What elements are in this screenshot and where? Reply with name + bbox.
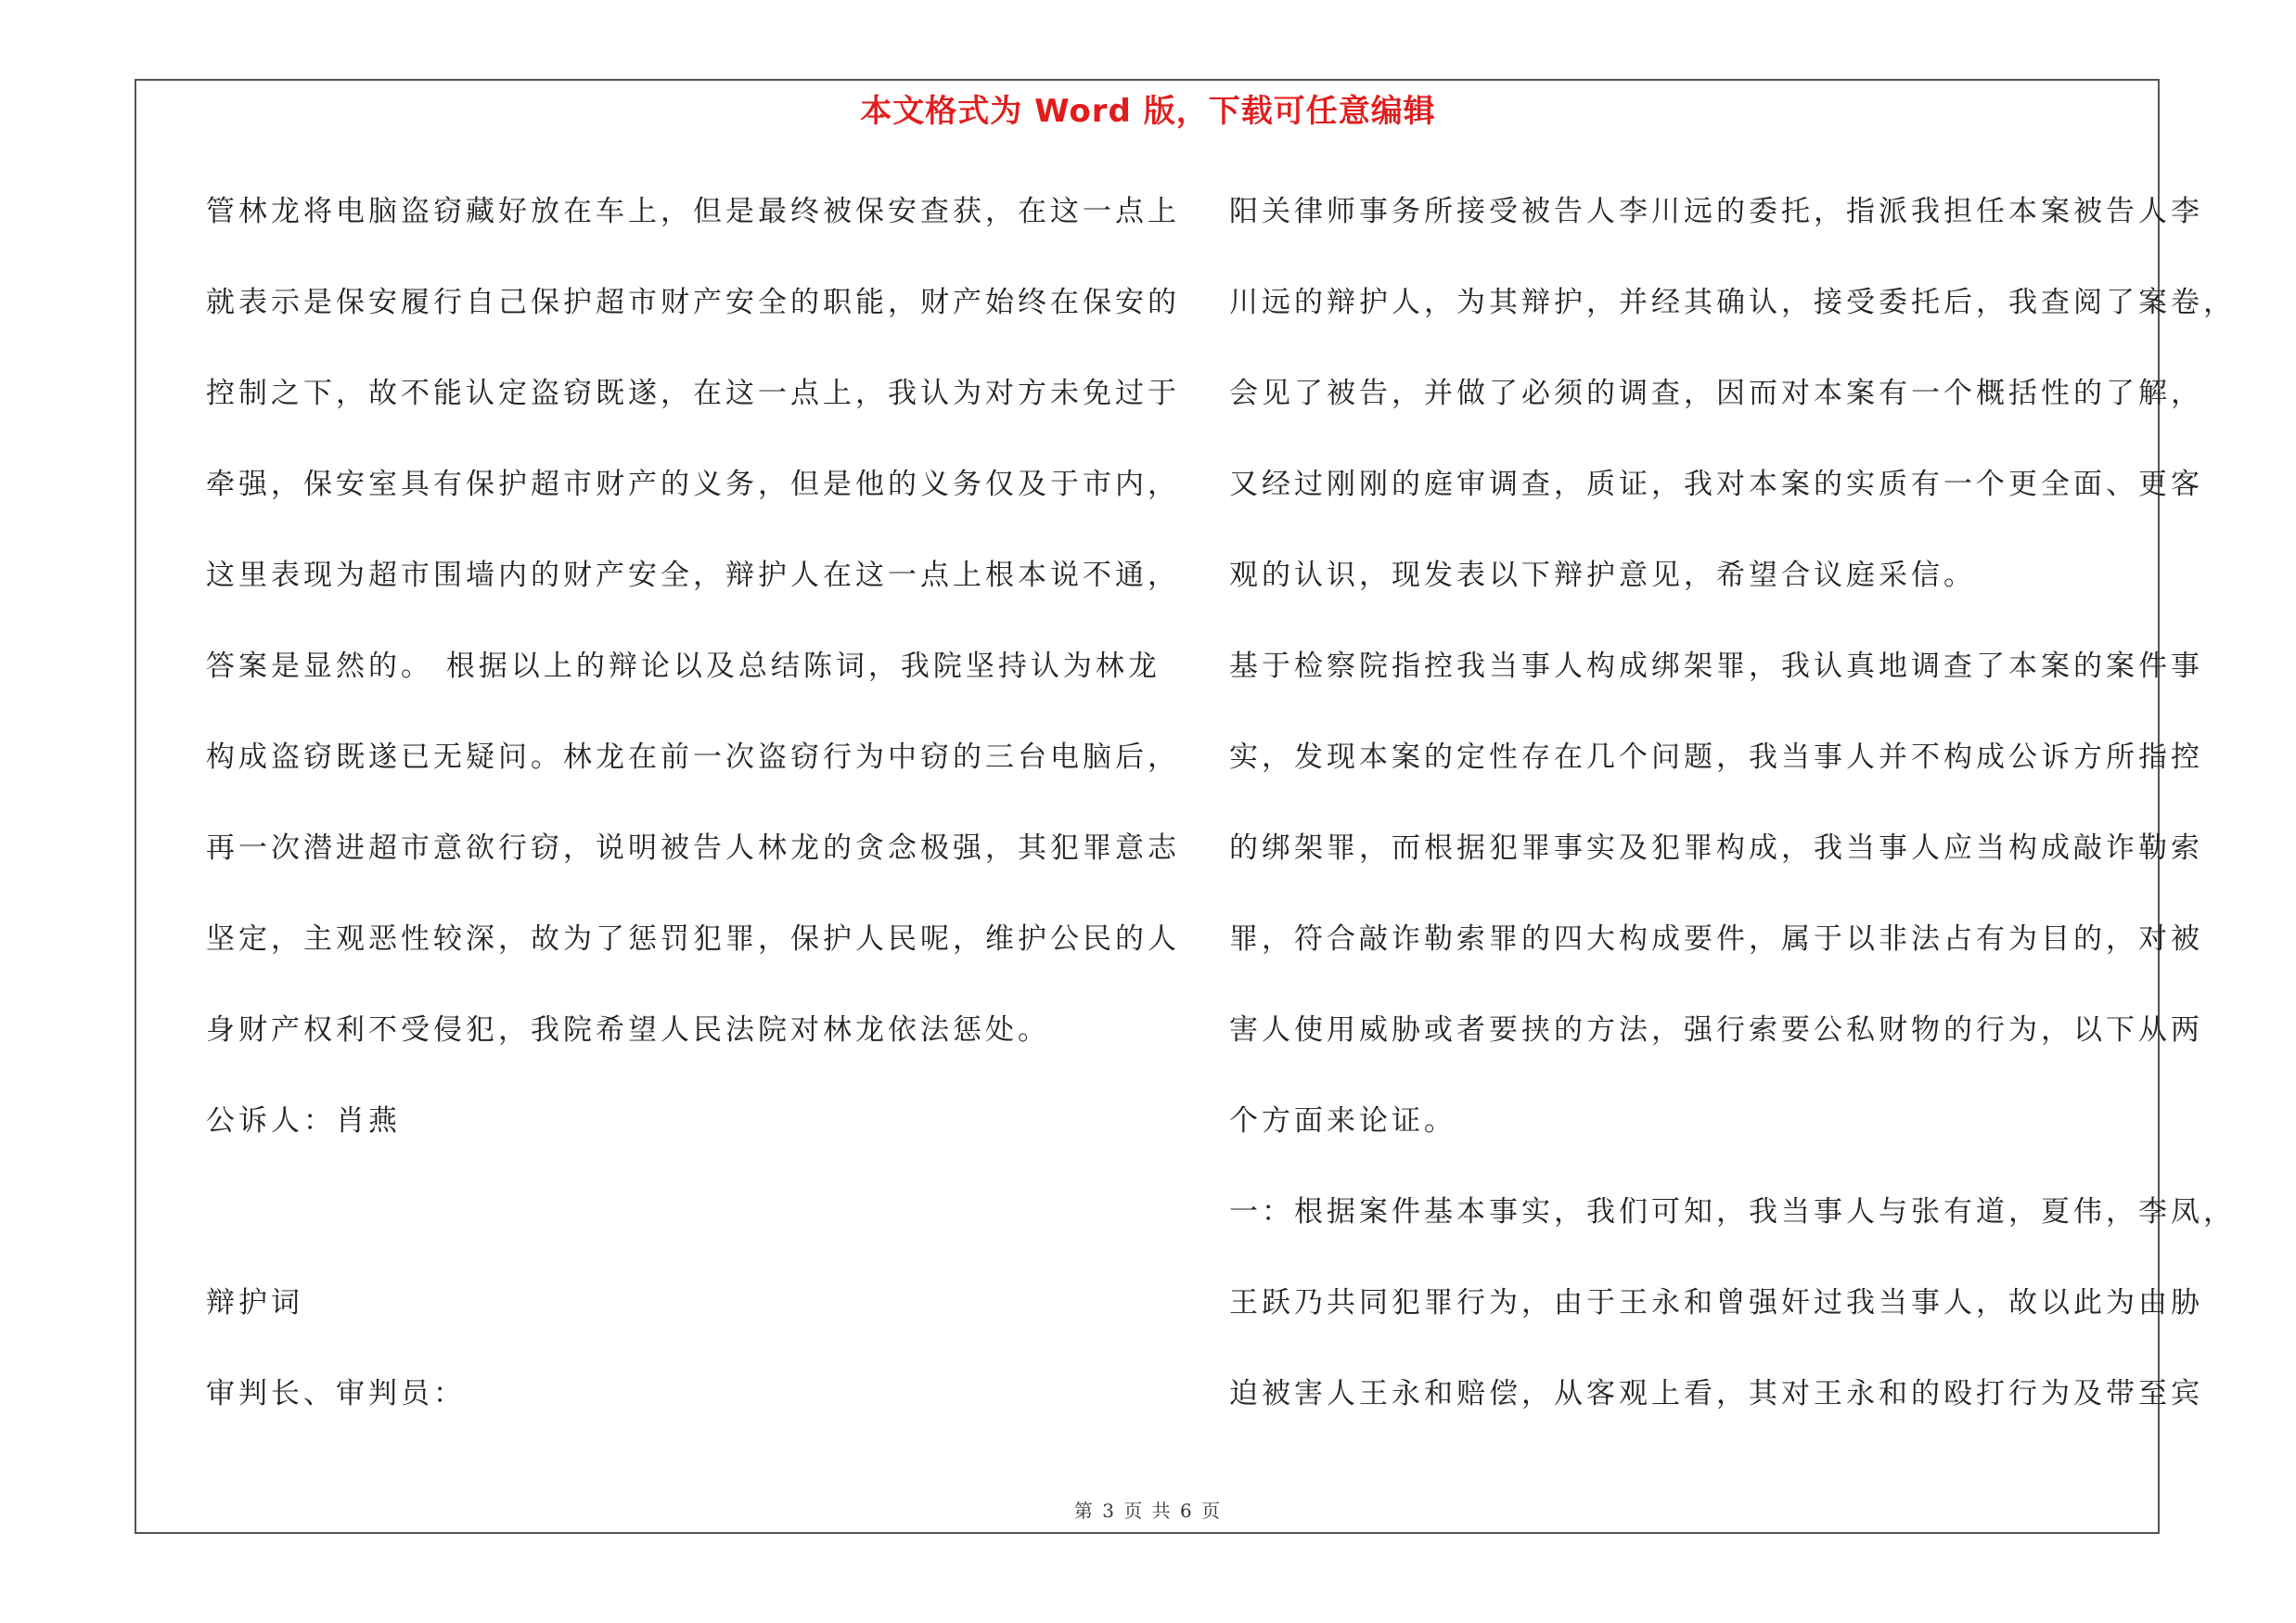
text-line: 会见了被告，并做了必须的调查，因而对本案有一个概括性的了解， bbox=[1229, 377, 2203, 410]
text-line: 罪，符合敲诈勒索罪的四大构成要件，属于以非法占有为目的，对被 bbox=[1229, 922, 2203, 956]
text-line: 牵强，保安室具有保护超市财产的义务，但是他的义务仅及于市内， bbox=[206, 468, 1180, 501]
right-text-column bbox=[1229, 181, 2236, 1454]
text-line: 就表示是保安履行自己保护超市财产安全的职能，财产始终在保安的 bbox=[206, 286, 1180, 319]
text-line: 基于检察院指控我当事人构成绑架罪，我认真地调查了本案的案件事 bbox=[1229, 650, 2203, 683]
salutation-line: 审判长、审判员： bbox=[206, 1377, 466, 1410]
text-line: 个方面来论证。 bbox=[1229, 1104, 1456, 1138]
text-line: 一：根据案件基本事实，我们可知，我当事人与张有道，夏伟，李凤， bbox=[1229, 1195, 2236, 1229]
text-line: 川远的辩护人，为其辩护，并经其确认，接受委托后，我查阅了案卷， bbox=[1229, 286, 2236, 319]
text-line: 阳关律师事务所接受被告人李川远的委托，指派我担任本案被告人李 bbox=[1229, 195, 2203, 228]
left-text-column bbox=[206, 181, 1180, 1454]
text-line: 再一次潜进超市意欲行窃，说明被告人林龙的贪念极强，其犯罪意志 bbox=[206, 831, 1180, 865]
text-line: 害人使用威胁或者要挟的方法，强行索要公私财物的行为，以下从两 bbox=[1229, 1013, 2203, 1047]
text-line: 又经过刚刚的庭审调查，质证，我对本案的实质有一个更全面、更客 bbox=[1229, 468, 2203, 501]
prosecutor-signature: 公诉人：肖燕 bbox=[206, 1104, 401, 1138]
text-line: 观的认识，现发表以下辩护意见，希望合议庭采信。 bbox=[1229, 559, 1976, 592]
text-line: 迫被害人王永和赔偿，从客观上看，其对王永和的殴打行为及带至宾 bbox=[1229, 1377, 2203, 1410]
text-line: 控制之下，故不能认定盗窃既遂，在这一点上，我认为对方未免过于 bbox=[206, 377, 1180, 410]
format-notice-banner: 本文格式为 Word 版，下载可任意编辑 bbox=[860, 93, 1436, 130]
text-line: 构成盗窃既遂已无疑问。林龙在前一次盗窃行为中窃的三台电脑后， bbox=[206, 741, 1180, 774]
text-line: 王跃乃共同犯罪行为，由于王永和曾强奸过我当事人，故以此为由胁 bbox=[1229, 1286, 2203, 1320]
text-line: 实，发现本案的定性存在几个问题，我当事人并不构成公诉方所指控 bbox=[1229, 741, 2203, 774]
text-line: 的绑架罪，而根据犯罪事实及犯罪构成，我当事人应当构成敲诈勒索 bbox=[1229, 831, 2203, 865]
text-line: 坚定，主观恶性较深，故为了惩罚犯罪，保护人民呢，维护公民的人 bbox=[206, 922, 1180, 956]
text-line: 这里表现为超市围墙内的财产安全，辩护人在这一点上根本说不通， bbox=[206, 559, 1180, 592]
text-line: 管林龙将电脑盗窃藏好放在车上，但是最终被保安查获，在这一点上 bbox=[206, 195, 1180, 228]
section-heading-defense: 辩护词 bbox=[206, 1286, 303, 1320]
page-number-footer: 第 3 页 共 6 页 bbox=[1073, 1500, 1223, 1522]
text-line: 答案是显然的。 根据以上的辩论以及总结陈词，我院坚持认为林龙 bbox=[206, 650, 1161, 683]
blank-gap bbox=[206, 1181, 1152, 1272]
text-line: 身财产权利不受侵犯，我院希望人民法院对林龙依法惩处。 bbox=[206, 1013, 1050, 1047]
